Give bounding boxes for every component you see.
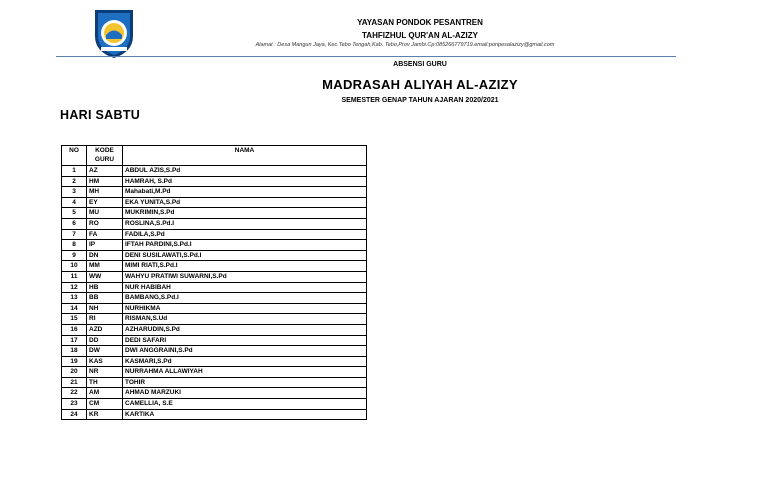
cell-nama: DENI SUSILAWATI,S.Pd.I [123,250,367,261]
cell-no: 12 [62,282,87,293]
table-row [62,409,367,420]
table-row [62,240,367,251]
col-header-no: NO [62,146,87,166]
table-row [62,187,367,198]
col-header-nama: NAMA [123,146,367,166]
semester-label: SEMESTER GENAP TAHUN AJARAN 2020/2021 [341,97,499,104]
table-row [62,388,367,399]
cell-no: 19 [62,356,87,367]
table-row [62,197,367,208]
cell-no: 8 [62,240,87,251]
cell-kode: AZ [87,166,123,177]
cell-kode: WW [87,271,123,282]
table-row [62,399,367,410]
table-row [62,377,367,388]
cell-no: 21 [62,377,87,388]
cell-nama: HAMRAH, S.Pd [123,176,367,187]
cell-nama: NURHIKMA [123,303,367,314]
header-divider [56,56,676,57]
cell-kode: TH [87,377,123,388]
table-row [62,271,367,282]
cell-nama: ROSLINA,S.Pd.I [123,218,367,229]
cell-kode: DD [87,335,123,346]
cell-kode: HB [87,282,123,293]
table-row [62,314,367,325]
cell-nama: FADILA,S.Pd [123,229,367,240]
cell-no: 17 [62,335,87,346]
cell-nama: DEDI SAFARI [123,335,367,346]
cell-nama: TOHIR [123,377,367,388]
day-heading: HARI SABTU [60,108,141,122]
cell-kode: CM [87,399,123,410]
cell-no: 13 [62,293,87,304]
cell-kode: DN [87,250,123,261]
cell-kode: FA [87,229,123,240]
attendance-table [61,145,367,420]
table-row [62,218,367,229]
cell-no: 1 [62,166,87,177]
cell-no: 11 [62,271,87,282]
cell-kode: MM [87,261,123,272]
cell-kode: KAS [87,356,123,367]
cell-kode: RO [87,218,123,229]
table-header-row [62,146,367,166]
cell-nama: DWI ANGGRAINI,S.Pd [123,346,367,357]
table-row [62,293,367,304]
table-row [62,324,367,335]
cell-no: 24 [62,409,87,420]
cell-no: 15 [62,314,87,325]
document-subtitle: ABSENSI GURU [393,61,447,68]
table-row [62,356,367,367]
cell-nama: ABDUL AZIS,S.Pd [123,166,367,177]
cell-no: 22 [62,388,87,399]
cell-nama: KARTIKA [123,409,367,420]
cell-kode: HM [87,176,123,187]
cell-nama: BAMBANG,S.Pd.I [123,293,367,304]
cell-kode: AM [87,388,123,399]
cell-kode: MH [87,187,123,198]
cell-no: 9 [62,250,87,261]
cell-no: 23 [62,399,87,410]
cell-kode: RI [87,314,123,325]
table-row [62,166,367,177]
cell-nama: MUKRIMIN,S.Pd [123,208,367,219]
cell-no: 16 [62,324,87,335]
cell-kode: KR [87,409,123,420]
table-row [62,261,367,272]
cell-nama: NUR HABIBAH [123,282,367,293]
cell-kode: BB [87,293,123,304]
table-row [62,346,367,357]
cell-nama: IFTAH PARDINI,S.Pd.I [123,240,367,251]
table-row [62,335,367,346]
cell-nama: CAMELLIA, S.E [123,399,367,410]
cell-nama: AZHARUDIN,S.Pd [123,324,367,335]
cell-no: 5 [62,208,87,219]
table-row [62,229,367,240]
table-row [62,208,367,219]
cell-kode: IP [87,240,123,251]
cell-no: 18 [62,346,87,357]
document-title: MADRASAH ALIYAH AL-AZIZY [322,77,518,92]
cell-no: 20 [62,367,87,378]
cell-kode: AZD [87,324,123,335]
cell-kode: NH [87,303,123,314]
table-row [62,176,367,187]
school-logo [89,6,139,60]
org-name-line1: YAYASAN PONDOK PESANTREN [357,18,483,27]
cell-no: 3 [62,187,87,198]
cell-nama: EKA YUNITA,S.Pd [123,197,367,208]
table-row [62,367,367,378]
cell-nama: AHMAD MARZUKI [123,388,367,399]
col-header-kode: KODE GURU [87,146,123,166]
cell-nama: KASMARI,S.Pd [123,356,367,367]
cell-kode: NR [87,367,123,378]
cell-nama: RISMAN,S.Ud [123,314,367,325]
org-name-line2: TAHFIZHUL QUR'AN AL-AZIZY [362,31,478,40]
cell-no: 7 [62,229,87,240]
cell-nama: Mahabati,M.Pd [123,187,367,198]
table-row [62,282,367,293]
cell-kode: DW [87,346,123,357]
cell-kode: MU [87,208,123,219]
cell-no: 4 [62,197,87,208]
cell-no: 6 [62,218,87,229]
table-row [62,303,367,314]
cell-no: 14 [62,303,87,314]
cell-nama: MIMI RIATI,S.Pd.I [123,261,367,272]
address-line: Alamat : Desa Mangun Jaya, Kec.Tebo Tengah,Kab. Tebo,Prov Jambi.Cp:085266779719.email:ponpesalazizy@gmail.com [255,42,555,48]
cell-kode: EY [87,197,123,208]
cell-no: 10 [62,261,87,272]
cell-no: 2 [62,176,87,187]
cell-nama: WAHYU PRATIWI SUWARNI,S.Pd [123,271,367,282]
cell-nama: NURRAHMA ALLAWIYAH [123,367,367,378]
table-row [62,250,367,261]
